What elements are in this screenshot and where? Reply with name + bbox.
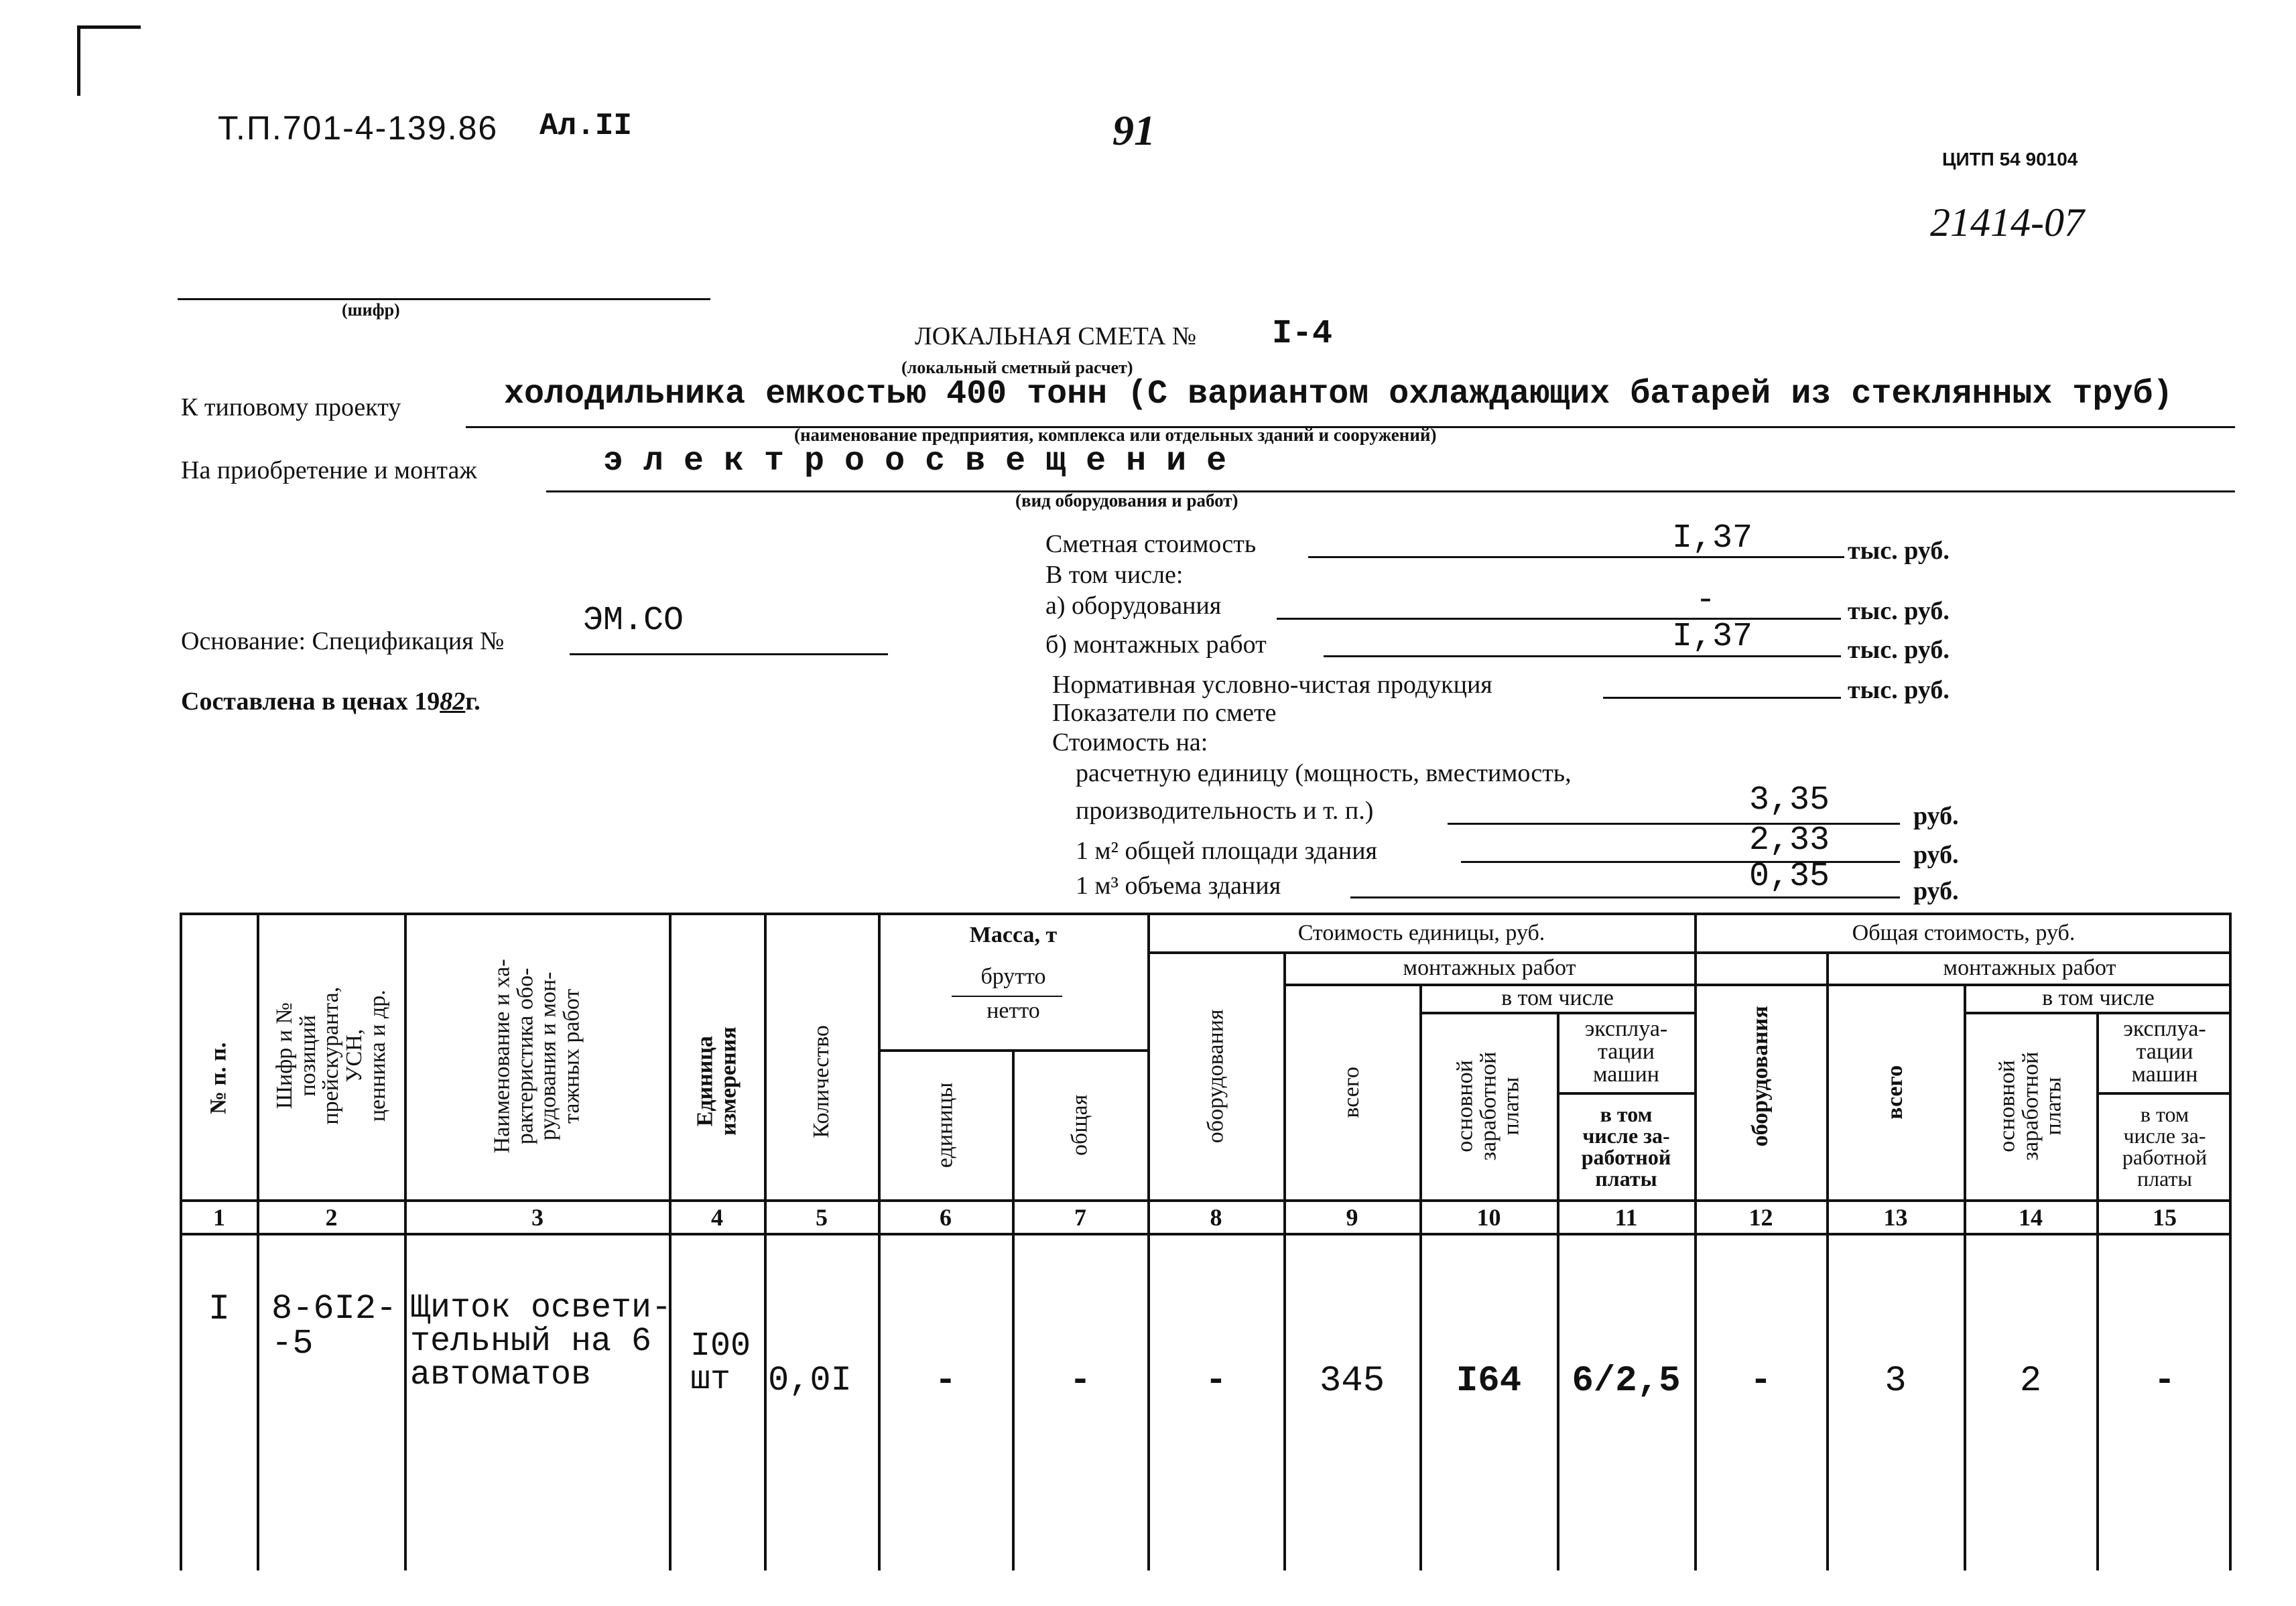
basis-value: ЭМ.СО	[583, 602, 684, 640]
colnum-6: 6	[940, 1204, 952, 1231]
per-unit-underline	[1448, 823, 1900, 825]
per-unit-value: 3,35	[1749, 781, 1830, 819]
row-unit: I00 шт	[690, 1327, 751, 1399]
colnum-14: 14	[2019, 1204, 2043, 1231]
colnum-15: 15	[2153, 1204, 2177, 1231]
estimated-cost-label: Сметная стоимость	[1045, 530, 1257, 558]
colnum-10: 10	[1476, 1204, 1501, 1231]
estimated-cost-unit: тыс. руб.	[1848, 537, 1950, 565]
basis-underline	[570, 653, 888, 655]
colnum-1: 1	[213, 1204, 225, 1231]
table-header-bottom	[180, 1199, 2232, 1202]
row-wage-total: 2	[2019, 1361, 2042, 1402]
row-number: I	[208, 1289, 231, 1330]
row-machines: 6/2,5	[1572, 1361, 1681, 1402]
colnum-2: 2	[325, 1204, 338, 1231]
prices-label	[181, 687, 481, 716]
header-machines: эксплуа- тации машин	[1584, 1016, 1668, 1087]
colnum-4: 4	[711, 1204, 723, 1231]
per-m3-underline	[1350, 896, 1900, 898]
row-total: 345	[1319, 1361, 1385, 1402]
colnum-7: 7	[1074, 1204, 1086, 1231]
installation-value: I,37	[1672, 618, 1753, 656]
per-m2-underline	[1461, 861, 1900, 863]
header-mass: Масса, т	[969, 923, 1058, 947]
per-unit-rub: руб.	[1913, 802, 1959, 830]
header-netto: нетто	[986, 998, 1040, 1023]
per-m2-value: 2,33	[1749, 821, 1830, 860]
colnum-12: 12	[1748, 1204, 1773, 1231]
project-label: К типовому проекту	[181, 393, 401, 421]
work-caption: (вид оборудования и работ)	[1015, 490, 1238, 511]
estimated-cost-underline	[1308, 556, 1844, 558]
equipment-label: а) оборудования	[1045, 592, 1222, 620]
header-unit-cost: Стоимость единицы, руб.	[1297, 921, 1545, 945]
estimated-cost-value: I,37	[1672, 519, 1753, 557]
row-quantity: 0,0I	[768, 1361, 852, 1400]
table-numbers-bottom	[180, 1233, 2232, 1235]
row-total-all: 3	[1885, 1361, 1907, 1402]
colnum-3: 3	[531, 1204, 544, 1231]
header-equipment-total: оборудования	[1748, 1005, 1773, 1147]
including-label: В том числе:	[1045, 561, 1184, 589]
estimate-subtitle: (локальный сметный расчет)	[901, 358, 1133, 377]
per-m3-value: 0,35	[1749, 858, 1830, 896]
header-machines-wage: в том числе за- работной платы	[1581, 1102, 1671, 1191]
installation-underline	[1324, 655, 1841, 657]
handwritten-number: 21414-07	[1930, 200, 2084, 245]
corner-mark-top	[77, 25, 141, 29]
colnum-8: 8	[1210, 1204, 1222, 1231]
row-equipment-total: -	[1750, 1361, 1772, 1402]
estimate-title: ЛОКАЛЬНАЯ СМЕТА №	[915, 322, 1197, 350]
installation-label: б) монтажных работ	[1045, 630, 1267, 659]
prices-year: 82	[440, 687, 466, 716]
row-name: Щиток освети- тельный на 6 автоматов	[410, 1289, 672, 1394]
per-m2-label: 1 м² общей площади здания	[1076, 837, 1378, 865]
colnum-13: 13	[1883, 1204, 1908, 1231]
colnum-5: 5	[816, 1204, 828, 1231]
indicators-label: Показатели по смете	[1052, 699, 1277, 727]
per-unit-label-2: производительность и т. п.)	[1076, 797, 1374, 825]
header-machines-total: эксплуа- тации машин	[2123, 1016, 2206, 1087]
prices-suffix: г.	[465, 687, 481, 716]
normative-unit: тыс. руб.	[1848, 676, 1950, 704]
header-wage: основной заработной платы	[1452, 1051, 1524, 1161]
colnum-9: 9	[1346, 1204, 1358, 1231]
work-value: э л е к т р о о с в е щ е н и е	[603, 442, 1227, 480]
album-label: Ал.II	[539, 109, 633, 143]
prices-prefix: Составлена в ценах 19	[181, 687, 440, 716]
header-wage-total: основной заработной платы	[1994, 1051, 2066, 1161]
per-unit-label-1: расчетную единицу (мощность, вместимость,	[1076, 759, 1572, 787]
header-code: Шифр и № позиций прейскуранта, УСН, ценника и др.	[271, 987, 390, 1125]
cipher-line	[178, 298, 710, 300]
header-mass-unit: единицы	[932, 1082, 958, 1168]
work-label: На приобретение и монтаж	[181, 456, 477, 484]
cipher-caption: (шифр)	[342, 300, 400, 320]
header-installation-total: монтажных работ	[1943, 955, 2116, 980]
equipment-unit: тыс. руб.	[1848, 597, 1950, 625]
project-value: холодильника емкостью 400 тонн (С вариантом охлаждающих батарей из стеклянных труб)	[504, 375, 2173, 413]
doc-code: Т.П.701-4-139.86	[218, 109, 499, 147]
estimate-number: I-4	[1272, 315, 1333, 353]
work-underline	[546, 490, 2235, 492]
row-equipment: -	[1205, 1361, 1227, 1402]
header-unit: Единица измерения	[692, 1026, 741, 1136]
row-machines-total: -	[2153, 1361, 2176, 1402]
colnum-11: 11	[1614, 1204, 1638, 1231]
equipment-underline	[1277, 618, 1841, 620]
corner-mark	[77, 25, 80, 96]
header-incl2: в том числе	[2042, 986, 2155, 1010]
per-m2-rub: руб.	[1913, 841, 1959, 869]
normative-underline	[1603, 697, 1841, 699]
installation-unit: тыс. руб.	[1848, 636, 1950, 664]
header-name: Наименование и ха- рактеристика обо- рудования и мон- тажных работ	[489, 959, 584, 1153]
header-machines-wage-total: в том числе за- работной платы	[2122, 1102, 2208, 1191]
header-quantity: Количество	[808, 1024, 834, 1138]
header-total: всего	[1339, 1066, 1364, 1118]
per-m3-label: 1 м³ объема здания	[1076, 872, 1281, 900]
header-brutto: брутто	[980, 964, 1046, 989]
per-m3-rub: руб.	[1913, 877, 1959, 905]
header-mass-total: общая	[1067, 1094, 1092, 1156]
header-equipment: оборудования	[1203, 1009, 1228, 1143]
header-total-cost: Общая стоимость, руб.	[1852, 921, 2076, 945]
header-row-number: № п. п.	[206, 1042, 231, 1114]
project-caption: (наименование предприятия, комплекса или отдельных зданий и сооружений)	[794, 425, 1437, 445]
registry-code: ЦИТП 54 90104	[1942, 149, 2078, 170]
header-total-all: всего	[1883, 1065, 1908, 1120]
row-code: 8-6I2- -5	[271, 1289, 397, 1363]
row-wage: I64	[1456, 1361, 1522, 1402]
basis-label: Основание: Спецификация №	[181, 627, 505, 655]
row-mass-unit: -	[934, 1361, 957, 1402]
header-incl: в том числе	[1501, 986, 1614, 1010]
cost-on-label: Стоимость на:	[1052, 728, 1208, 756]
normative-label: Нормативная условно-чистая продукция	[1052, 671, 1492, 699]
page-number: 91	[1112, 107, 1155, 154]
equipment-value: -	[1696, 582, 1716, 620]
row-mass-total: -	[1069, 1361, 1092, 1402]
header-installation: монтажных работ	[1403, 955, 1576, 980]
